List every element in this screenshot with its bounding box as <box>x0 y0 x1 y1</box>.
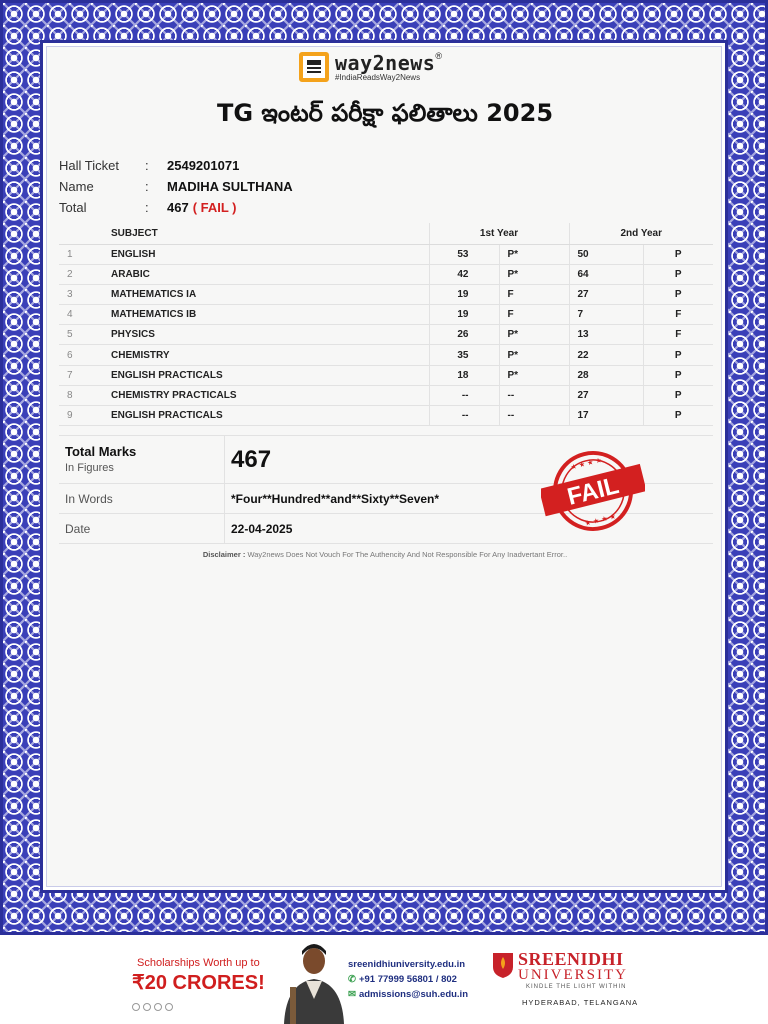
ad-headline <box>132 957 265 995</box>
table-row <box>59 365 713 385</box>
year2-marks: 27 <box>569 284 643 304</box>
university-tagline: KINDLE THE LIGHT WITHIN <box>526 984 627 990</box>
header-subject: SUBJECT <box>99 223 429 244</box>
row-number: 1 <box>59 244 99 264</box>
year2-status: F <box>643 325 713 345</box>
instagram-icon[interactable] <box>143 1003 151 1011</box>
ad-phone[interactable]: +91 77999 56801 / 802 <box>358 974 457 985</box>
year1-status: P* <box>499 325 569 345</box>
hall-ticket-row <box>59 155 293 176</box>
total-label: Total <box>59 200 87 215</box>
year2-status: P <box>643 365 713 385</box>
name-label: Name <box>59 179 94 194</box>
year2-status: P <box>643 264 713 284</box>
marks-table-body <box>59 244 713 426</box>
row-number: 4 <box>59 305 99 325</box>
row-number: 7 <box>59 365 99 385</box>
svg-text:★ ★ ★ ★: ★ ★ ★ ★ <box>583 512 617 528</box>
fail-stamp-icon <box>541 449 645 533</box>
header-year2: 2nd Year <box>569 223 713 244</box>
year2-marks: 13 <box>569 325 643 345</box>
year2-status: P <box>643 244 713 264</box>
year1-status: P* <box>499 244 569 264</box>
row-number: 8 <box>59 385 99 405</box>
year1-marks: 26 <box>429 325 499 345</box>
result-date: 22-04-2025 <box>231 521 293 536</box>
total-in-words: *Four**Hundred**and**Sixty**Seven* <box>231 491 440 506</box>
phone-icon: ✆ <box>348 974 356 985</box>
year2-status: P <box>643 284 713 304</box>
table-row <box>59 305 713 325</box>
total-marks-label: Total Marks <box>65 444 137 459</box>
row-number: 3 <box>59 284 99 304</box>
table-row <box>59 264 713 284</box>
year1-marks: 42 <box>429 264 499 284</box>
year2-marks: 50 <box>569 244 643 264</box>
date-label: Date <box>59 514 225 543</box>
separator: : <box>145 200 149 215</box>
ad-banner[interactable] <box>0 935 768 1024</box>
year1-status: -- <box>499 385 569 405</box>
ad-website-link[interactable]: sreenidhiuniversity.edu.in <box>348 959 466 970</box>
stamp-text: FAIL <box>564 472 622 511</box>
table-row <box>59 284 713 304</box>
separator: : <box>145 158 149 173</box>
subject-name: PHYSICS <box>99 325 429 345</box>
shield-icon <box>492 951 514 979</box>
university-name: SREENIDHI <box>518 949 624 969</box>
name-row <box>59 176 293 197</box>
year2-marks: 64 <box>569 264 643 284</box>
disclaimer-label: Disclaimer : <box>202 550 246 559</box>
year2-marks: 27 <box>569 385 643 405</box>
year1-marks: 35 <box>429 345 499 365</box>
way2news-logo <box>299 51 442 82</box>
year2-marks: 28 <box>569 365 643 385</box>
year1-status: F <box>499 284 569 304</box>
header-year1: 1st Year <box>429 223 569 244</box>
logo-name: way2news <box>335 51 436 75</box>
student-name: MADIHA SULTHANA <box>167 179 293 194</box>
subject-name: CHEMISTRY PRACTICALS <box>99 385 429 405</box>
year1-marks: 19 <box>429 305 499 325</box>
student-info <box>59 155 293 218</box>
table-row <box>59 244 713 264</box>
newspaper-icon <box>299 52 329 82</box>
ad-headline-line2: ₹20 CRORES! <box>132 972 265 994</box>
hall-ticket-value: 2549201071 <box>167 158 240 173</box>
university-sub: UNIVERSITY <box>518 967 628 983</box>
social-icons <box>132 1003 173 1011</box>
table-row <box>59 345 713 365</box>
twitter-icon[interactable] <box>165 1003 173 1011</box>
ad-email[interactable]: admissions@suh.edu.in <box>358 989 469 1000</box>
year1-status: F <box>499 305 569 325</box>
result-sheet <box>46 46 722 887</box>
result-status: ( FAIL ) <box>192 200 237 215</box>
row-number: 9 <box>59 406 99 426</box>
registered-mark: ® <box>435 51 442 61</box>
email-icon: ✉ <box>348 989 356 1000</box>
total-row <box>59 197 293 218</box>
disclaimer-text: Way2news Does Not Vouch For The Authencity And Not Responsible For Any Inadvertant Error.. <box>247 550 568 559</box>
year1-marks: 53 <box>429 244 499 264</box>
subject-name: ENGLISH PRACTICALS <box>99 365 429 385</box>
student-photo <box>276 943 348 1024</box>
subject-name: MATHEMATICS IB <box>99 305 429 325</box>
row-number: 5 <box>59 325 99 345</box>
university-location: HYDERABAD, TELANGANA <box>522 998 639 1007</box>
ad-contact <box>348 957 468 1002</box>
youtube-icon[interactable] <box>154 1003 162 1011</box>
svg-text:★ ★ ★ ★: ★ ★ ★ ★ <box>569 456 603 472</box>
year2-marks: 22 <box>569 345 643 365</box>
subject-name: ENGLISH <box>99 244 429 264</box>
table-row <box>59 385 713 405</box>
year1-status: P* <box>499 365 569 385</box>
year2-marks: 7 <box>569 305 643 325</box>
separator: : <box>145 179 149 194</box>
disclaimer <box>47 550 723 559</box>
subject-name: CHEMISTRY <box>99 345 429 365</box>
university-logo <box>492 949 638 1007</box>
row-number: 2 <box>59 264 99 284</box>
total-value: 467 <box>167 200 189 215</box>
marks-table <box>59 223 713 426</box>
hall-ticket-label: Hall Ticket <box>59 158 119 173</box>
table-header-row <box>59 223 713 244</box>
facebook-icon[interactable] <box>132 1003 140 1011</box>
year1-status: P* <box>499 345 569 365</box>
in-figures-label: In Figures <box>65 462 114 474</box>
year1-status: -- <box>499 406 569 426</box>
logo-tagline: #IndiaReadsWay2News <box>335 73 421 82</box>
in-words-label: In Words <box>59 484 225 513</box>
page-title: TG ఇంటర్ పరీక్షా ఫలితాలు 2025 <box>216 99 554 127</box>
year1-marks: 19 <box>429 284 499 304</box>
year2-status: P <box>643 406 713 426</box>
table-row <box>59 406 713 426</box>
year1-marks: 18 <box>429 365 499 385</box>
table-row <box>59 325 713 345</box>
year1-status: P* <box>499 264 569 284</box>
year2-status: P <box>643 385 713 405</box>
subject-name: MATHEMATICS IA <box>99 284 429 304</box>
subject-name: ARABIC <box>99 264 429 284</box>
year2-status: F <box>643 305 713 325</box>
header-num <box>59 223 99 244</box>
year2-status: P <box>643 345 713 365</box>
row-number: 6 <box>59 345 99 365</box>
total-in-figures: 467 <box>231 445 272 473</box>
subject-name: ENGLISH PRACTICALS <box>99 406 429 426</box>
year1-marks: -- <box>429 406 499 426</box>
ad-headline-line1: Scholarships Worth up to <box>137 957 260 969</box>
year1-marks: -- <box>429 385 499 405</box>
year2-marks: 17 <box>569 406 643 426</box>
